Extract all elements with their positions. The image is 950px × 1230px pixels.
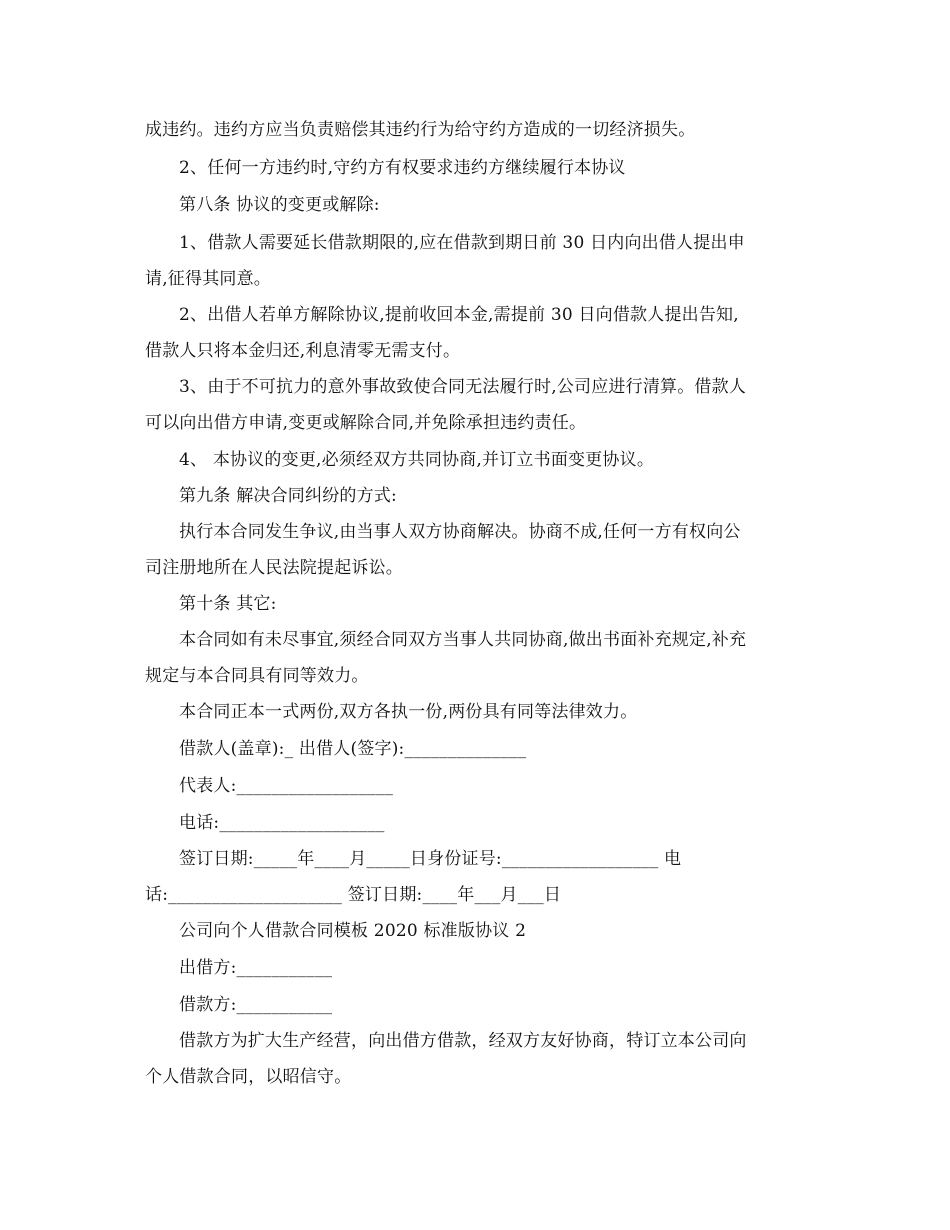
section-heading: 第十条 其它:	[179, 594, 277, 614]
document-subtitle: 公司向个人借款合同模板 2020 标准版协议 2	[179, 921, 527, 941]
text-line: 规定与本合同具有同等效力。	[145, 666, 369, 686]
text-line: 执行本合同发生争议,由当事人双方协商解决。协商不成,任何一方有权向公	[179, 522, 741, 542]
section-heading: 第八条 协议的变更或解除:	[179, 195, 380, 215]
text-line: 本合同正本一式两份,双方各执一份,两份具有同等法律效力。	[179, 702, 638, 722]
signature-line: 借款方:___________	[179, 995, 333, 1015]
text-line: 4、 本协议的变更,必须经双方共同协商,并订立书面变更协议。	[179, 450, 655, 470]
text-line: 请,征得其同意。	[145, 269, 272, 289]
text-line: 2、任何一方违约时,守约方有权要求违约方继续履行本协议	[179, 158, 626, 178]
signature-line: 签订日期:_____年____月_____日身份证号:__________________ 电	[179, 849, 682, 869]
text-line: 个人借款合同，以昭信守。	[145, 1067, 352, 1087]
signature-line: 电话:___________________	[179, 813, 385, 833]
signature-line: 话:____________________ 签订日期:____年___月___日	[145, 885, 562, 905]
signature-line: 借款人(盖章):_ 出借人(签字):______________	[179, 739, 527, 759]
text-line: 司注册地所在人民法院提起诉讼。	[145, 558, 403, 578]
text-line: 借款方为扩大生产经营，向出借方借款，经双方友好协商，特订立本公司向	[179, 1031, 747, 1051]
text-line: 3、由于不可抗力的意外事故致使合同无法履行时,公司应进行清算。借款人	[179, 377, 747, 397]
text-line: 1、借款人需要延长借款期限的,应在借款到期日前 30 日内向出借人提出申	[179, 233, 745, 253]
signature-line: 代表人:__________________	[179, 776, 394, 796]
text-line: 本合同如有未尽事宜,须经合同双方当事人共同协商,做出书面补充规定,补充	[179, 630, 747, 650]
text-line: 2、出借人若单方解除协议,提前收回本金,需提前 30 日向借款人提出告知,	[179, 305, 739, 325]
section-heading: 第九条 解决合同纠纷的方式:	[179, 486, 397, 506]
text-line: 成违约。违约方应当负责赔偿其违约行为给守约方造成的一切经济损失。	[145, 120, 696, 140]
text-line: 可以向出借方申请,变更或解除合同,并免除承担违约责任。	[145, 413, 587, 433]
text-line: 借款人只将本金归还,利息清零无需支付。	[145, 341, 461, 361]
signature-line: 出借方:___________	[179, 958, 333, 978]
